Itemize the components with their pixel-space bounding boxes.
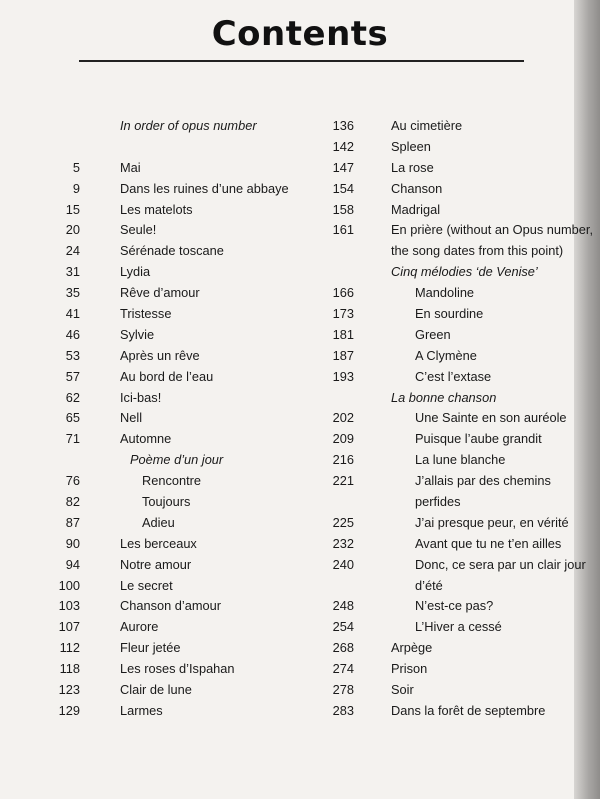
contents-entry bbox=[58, 513, 318, 534]
page-number: 254 bbox=[332, 619, 354, 635]
contents-entry bbox=[318, 408, 578, 429]
song-title: Au bord de l’eau bbox=[120, 368, 214, 384]
contents-entry bbox=[58, 492, 318, 513]
contents-entry bbox=[318, 617, 578, 638]
section-heading: Poème d’un jour bbox=[130, 452, 224, 468]
contents-entry bbox=[58, 137, 318, 158]
contents-entry bbox=[58, 200, 318, 221]
song-title: Une Sainte en son auréole bbox=[415, 410, 567, 426]
section-heading: La bonne chanson bbox=[391, 389, 497, 405]
page-number: 118 bbox=[59, 661, 80, 677]
song-title: Chanson d’amour bbox=[120, 598, 222, 614]
song-title: Aurore bbox=[120, 619, 159, 635]
page-number: 82 bbox=[65, 494, 80, 510]
page-number: 57 bbox=[65, 368, 80, 384]
contents-entry bbox=[58, 158, 318, 179]
song-title: Les berceaux bbox=[120, 535, 197, 551]
contents-entry bbox=[58, 220, 318, 241]
song-title: Madrigal bbox=[391, 201, 441, 217]
contents-entry bbox=[318, 680, 578, 701]
contents-entry bbox=[318, 325, 578, 346]
song-title: Larmes bbox=[120, 702, 163, 718]
page-number: 181 bbox=[332, 326, 354, 342]
page-number: 268 bbox=[332, 640, 354, 656]
page-number: 31 bbox=[65, 264, 80, 280]
page-number: 225 bbox=[332, 514, 354, 530]
contents-entry bbox=[318, 638, 578, 659]
contents-entry bbox=[58, 262, 318, 283]
contents-entry bbox=[318, 304, 578, 325]
contents-entry bbox=[318, 241, 578, 262]
song-title: Sérénade toscane bbox=[120, 243, 224, 259]
song-title: L’Hiver a cessé bbox=[415, 619, 502, 635]
song-title: Tristesse bbox=[120, 306, 172, 322]
page-number: 46 bbox=[65, 326, 80, 342]
song-title: Ici-bas! bbox=[120, 389, 162, 405]
page-number: 90 bbox=[65, 535, 80, 551]
song-title: Spleen bbox=[391, 138, 431, 154]
song-title: J’allais par des chemins bbox=[415, 473, 551, 489]
contents-entry bbox=[58, 576, 318, 597]
contents-entry bbox=[318, 701, 578, 722]
song-title: La lune blanche bbox=[415, 452, 506, 468]
song-title: Notre amour bbox=[120, 556, 192, 572]
contents-entry bbox=[318, 200, 578, 221]
page-number: 24 bbox=[65, 243, 80, 259]
page-number: 76 bbox=[65, 473, 80, 489]
contents-entry bbox=[318, 492, 578, 513]
contents-entry bbox=[318, 471, 578, 492]
song-title: Seule! bbox=[120, 222, 157, 238]
page-number: 142 bbox=[332, 138, 354, 154]
page-number: 248 bbox=[332, 598, 354, 614]
page-number: 65 bbox=[65, 410, 80, 426]
song-title: perfides bbox=[415, 494, 461, 510]
contents-entry bbox=[58, 367, 318, 388]
song-title: Mai bbox=[120, 159, 141, 175]
contents-entry bbox=[318, 262, 578, 283]
section-heading: In order of opus number bbox=[120, 118, 257, 133]
page-number: 240 bbox=[332, 556, 354, 572]
page-number: 123 bbox=[58, 682, 80, 698]
song-title: Toujours bbox=[142, 494, 191, 510]
page-number: 154 bbox=[332, 180, 354, 196]
page-number: 161 bbox=[332, 222, 354, 238]
song-title: Avant que tu ne t’en ailles bbox=[415, 535, 562, 551]
contents-entry bbox=[58, 116, 318, 137]
song-title: Prison bbox=[391, 661, 428, 677]
song-title: Le secret bbox=[120, 577, 173, 593]
page-number: 5 bbox=[72, 159, 80, 175]
page-number: 278 bbox=[332, 682, 354, 698]
page-number: 41 bbox=[65, 306, 80, 322]
contents-entry bbox=[58, 429, 318, 450]
page-number: 107 bbox=[58, 619, 80, 635]
song-title: Arpège bbox=[391, 640, 433, 656]
page-number: 129 bbox=[58, 702, 80, 718]
contents-entry bbox=[58, 304, 318, 325]
song-title: Sylvie bbox=[120, 326, 155, 342]
page-number: 112 bbox=[59, 640, 80, 656]
title-rule bbox=[79, 60, 524, 62]
page-number: 209 bbox=[332, 431, 354, 447]
contents-entry bbox=[318, 659, 578, 680]
page-number: 221 bbox=[332, 473, 354, 489]
song-title: N’est-ce pas? bbox=[415, 598, 494, 614]
contents-column-right bbox=[318, 116, 594, 722]
contents-entry bbox=[58, 283, 318, 304]
contents-entry bbox=[318, 137, 578, 158]
contents-entry bbox=[318, 450, 578, 471]
page-number: 100 bbox=[58, 577, 80, 593]
page-number: 62 bbox=[65, 389, 80, 405]
page-number: 173 bbox=[332, 306, 354, 322]
contents-entry bbox=[318, 367, 578, 388]
page-number: 193 bbox=[332, 368, 354, 384]
contents-entry bbox=[58, 408, 318, 429]
song-title: Nell bbox=[120, 410, 143, 426]
song-title: Les roses d’Ispahan bbox=[120, 661, 235, 677]
contents-entry bbox=[318, 576, 578, 597]
contents-entry bbox=[318, 158, 578, 179]
song-title: Soir bbox=[391, 682, 414, 698]
contents-entry bbox=[58, 241, 318, 262]
song-title: Chanson bbox=[391, 180, 443, 196]
song-title: Donc, ce sera par un clair jour bbox=[415, 556, 586, 572]
page-number: 274 bbox=[332, 661, 354, 677]
song-title: Dans la forêt de septembre bbox=[391, 702, 546, 718]
contents-entry bbox=[58, 617, 318, 638]
contents-entry bbox=[58, 701, 318, 722]
page-number: 147 bbox=[332, 159, 354, 175]
contents-entry bbox=[58, 555, 318, 576]
page-number: 216 bbox=[332, 452, 354, 468]
contents-entry bbox=[58, 534, 318, 555]
song-title: Dans les ruines d’une abbaye bbox=[120, 180, 289, 196]
song-title: Automne bbox=[120, 431, 172, 447]
page-number: 35 bbox=[65, 285, 80, 301]
page-number: 9 bbox=[72, 180, 80, 196]
page-number: 187 bbox=[332, 347, 354, 363]
contents-entry bbox=[318, 220, 594, 241]
song-title: Adieu bbox=[142, 514, 175, 530]
page-number: 158 bbox=[332, 201, 354, 217]
song-title: d’été bbox=[415, 577, 443, 593]
page-number: 20 bbox=[65, 222, 80, 238]
song-title: Lydia bbox=[120, 264, 151, 280]
song-title: La rose bbox=[391, 159, 434, 175]
contents-entry bbox=[318, 534, 578, 555]
page-number: 202 bbox=[332, 410, 354, 426]
song-title: J’ai presque peur, en vérité bbox=[415, 514, 569, 530]
page-number: 71 bbox=[65, 431, 80, 447]
page-number: 136 bbox=[332, 118, 354, 133]
contents-entry bbox=[318, 179, 578, 200]
song-title: Puisque l’aube grandit bbox=[415, 431, 542, 447]
song-title: Au cimetière bbox=[391, 118, 463, 133]
page-number: 87 bbox=[65, 514, 80, 530]
page-title: Contents bbox=[211, 14, 389, 54]
contents-entry bbox=[58, 325, 318, 346]
contents-entry bbox=[318, 388, 578, 409]
song-title: Green bbox=[415, 326, 451, 342]
contents-column-left bbox=[58, 116, 318, 722]
song-title: Rêve d’amour bbox=[120, 285, 200, 301]
contents-entry bbox=[318, 283, 578, 304]
page-number: 103 bbox=[58, 598, 80, 614]
page-number: 283 bbox=[332, 702, 354, 718]
page-number: 94 bbox=[65, 556, 80, 572]
section-heading: Cinq mélodies ‘de Venise’ bbox=[391, 264, 538, 280]
contents-entry bbox=[58, 179, 318, 200]
song-title: Fleur jetée bbox=[120, 640, 181, 656]
contents-entry bbox=[318, 596, 578, 617]
song-title: Rencontre bbox=[142, 473, 202, 489]
page-number: 166 bbox=[332, 285, 354, 301]
contents-entry bbox=[58, 659, 318, 680]
song-title: A Clymène bbox=[415, 347, 477, 363]
contents-entry bbox=[58, 680, 318, 701]
song-title: Après un rêve bbox=[120, 347, 200, 363]
song-title: Mandoline bbox=[415, 285, 475, 301]
contents-entry bbox=[58, 388, 318, 409]
page-number: 53 bbox=[65, 347, 80, 363]
page-number: 232 bbox=[332, 535, 354, 551]
contents-entry bbox=[58, 346, 318, 367]
contents-entry bbox=[318, 429, 578, 450]
song-title: En prière (without an Opus number, bbox=[391, 222, 594, 238]
contents-entry bbox=[318, 555, 586, 576]
song-title: C’est l’extase bbox=[415, 368, 492, 384]
contents-entry bbox=[318, 116, 578, 137]
contents-entry bbox=[58, 638, 318, 659]
page-number: 15 bbox=[65, 201, 80, 217]
contents-entry bbox=[58, 450, 318, 471]
contents-entry bbox=[318, 346, 578, 367]
contents-entry bbox=[58, 596, 318, 617]
song-title: En sourdine bbox=[415, 306, 484, 322]
song-title: Clair de lune bbox=[120, 682, 192, 698]
contents-entry bbox=[58, 471, 318, 492]
song-title: the song dates from this point) bbox=[391, 243, 564, 259]
contents-entry bbox=[318, 513, 578, 534]
song-title: Les matelots bbox=[120, 201, 193, 217]
